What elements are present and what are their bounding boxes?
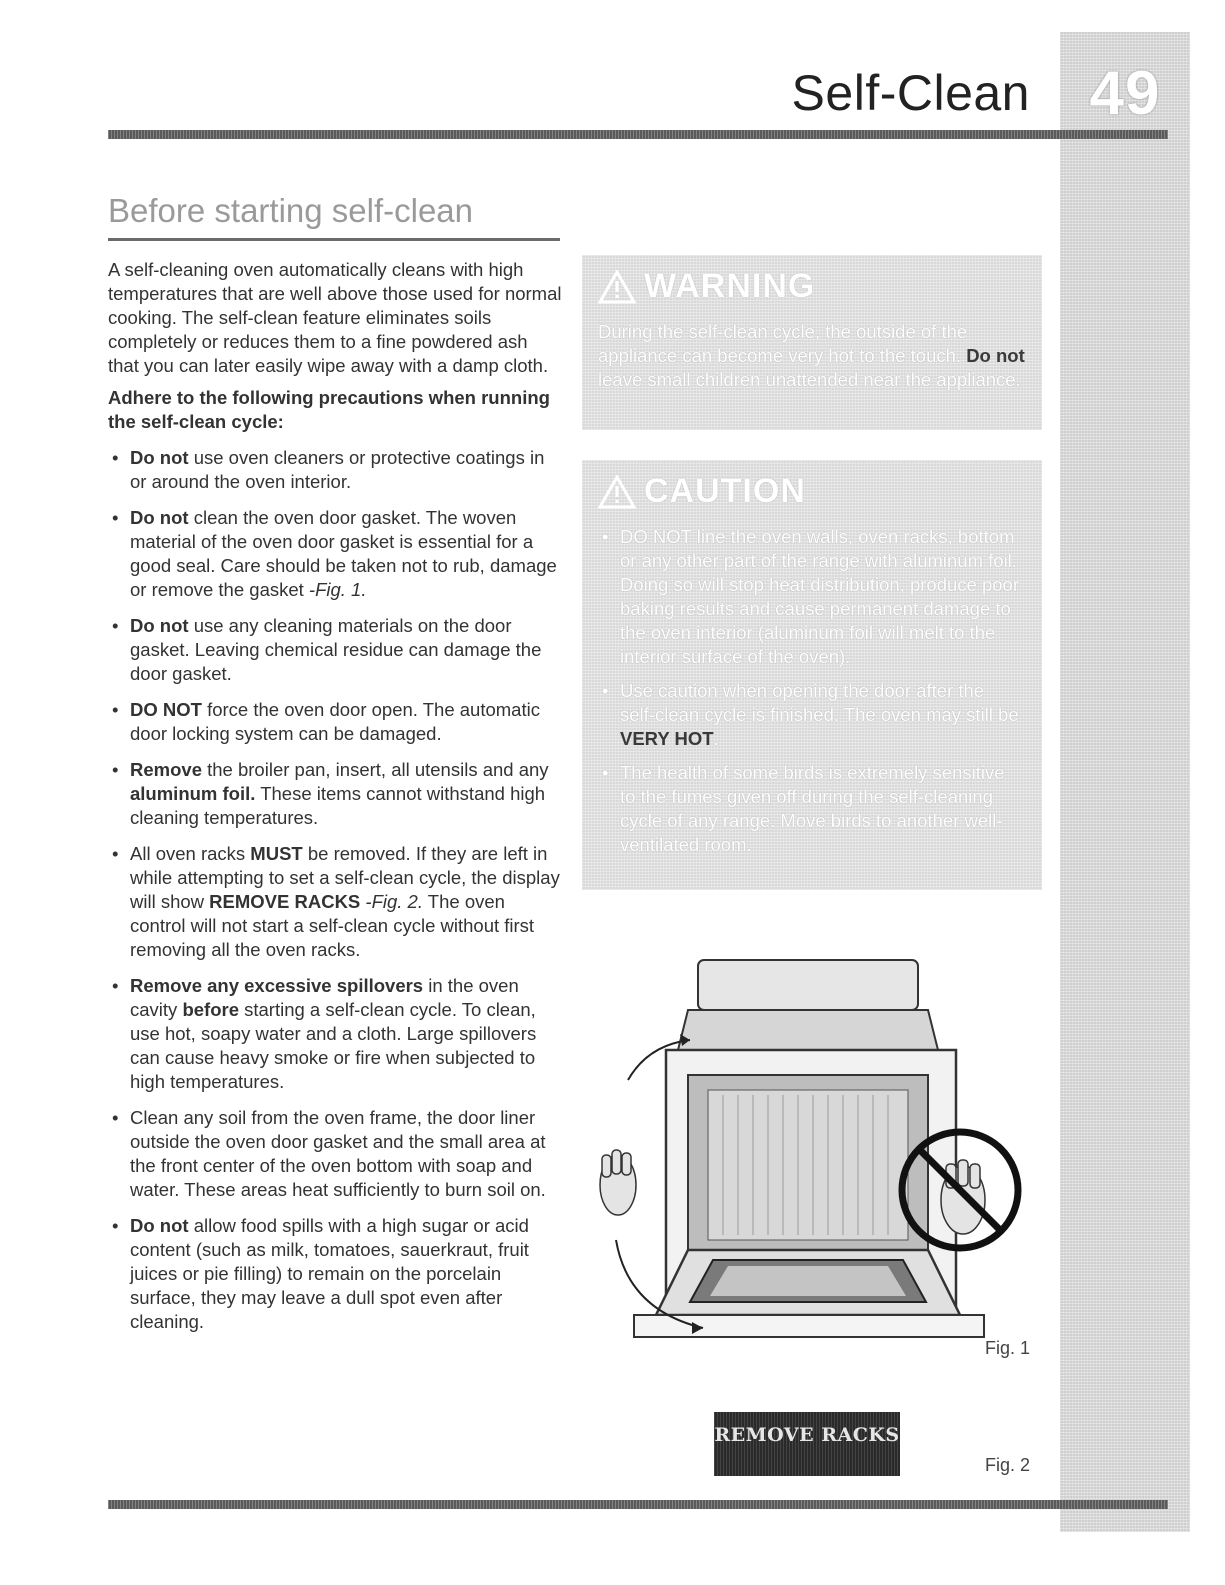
warning-box: [582, 255, 1042, 430]
caution-title: CAUTION: [582, 460, 1042, 511]
list-item: • Clean any soil from the oven frame, the door liner outside the oven door gasket and the small area at the front center of the oven bottom with soap and water. These areas heat sufficiently to burn soil on.: [108, 1106, 563, 1202]
list-item: • Use caution when opening the door after the self-clean cycle is finished. The oven may still be VERY HOT.: [598, 679, 1022, 751]
intro-paragraph: A self-cleaning oven automatically cleans with high temperatures that are well above those used for normal cooking. The self-clean feature eliminates soils completely or reduces them to a fine powdered ash that you can later easily wipe away with a damp cloth.: [108, 259, 562, 376]
list-item: • DO NOT line the oven walls, oven racks, bottom or any other part of the range with aluminum foil. Doing so will stop heat distribution, produce poor baking results and cause permanent damage to the oven interior (aluminum foil will melt to the interior surface of the oven).: [598, 525, 1022, 669]
precautions-column: [108, 258, 563, 1346]
section-tab: [1060, 32, 1190, 1532]
caution-list: [582, 511, 1042, 857]
fig1-label: Fig. 1: [985, 1338, 1031, 1358]
precautions-heading: Adhere to the following precautions when running the self-clean cycle:: [108, 387, 550, 432]
list-item: • DO NOT force the oven door open. The automatic door locking system can be damaged.: [108, 698, 563, 746]
warning-triangle-icon: [598, 270, 636, 304]
list-item: • Do not allow food spills with a high sugar or acid content (such as milk, tomatoes, sauerkraut, fruit juices or pie filling) to remain on the porcelain surface, they may leave a dull spot even after cleaning.: [108, 1214, 563, 1334]
top-rule: [108, 130, 1168, 139]
oven-door-illustration: [588, 950, 1028, 1355]
list-item: • All oven racks MUST be removed. If they are left in while attempting to set a self-clean cycle, the display will show REMOVE RACKS -Fig. 2. The oven control will not start a self-clean cycle without first removing all the oven racks.: [108, 842, 563, 962]
precautions-list: [108, 446, 563, 1334]
caution-box: [582, 460, 1042, 890]
list-item: • Remove any excessive spillovers in the oven cavity before starting a self-clean cycle. To clean, use hot, soapy water and a cloth. Large spillovers can cause heavy smoke or fire when subjected to high temperatures.: [108, 974, 563, 1094]
fig2-label: Fig. 2: [985, 1455, 1031, 1475]
warning-text: During the self-clean cycle, the outside of the appliance can become very hot to the touch. Do not leave small children unattended near the appliance.: [598, 321, 1025, 390]
list-item: • Do not clean the oven door gasket. The woven material of the oven door gasket is essential for a good seal. Care should be taken not to rub, damage or remove the gasket -Fig. 1.: [108, 506, 563, 602]
caution-triangle-icon: [598, 475, 636, 509]
list-item: • The health of some birds is extremely sensitive to the fumes given off during the self-cleaning cycle of any range. Move birds to another well-ventilated room.: [598, 761, 1022, 857]
sub-heading: Before starting self-clean: [108, 192, 560, 241]
section-title: Self-Clean: [791, 65, 1030, 121]
page-number: 49: [1089, 59, 1161, 128]
list-item: • Remove the broiler pan, insert, all utensils and any aluminum foil. These items cannot withstand high cleaning temperatures.: [108, 758, 563, 830]
bottom-rule: [108, 1500, 1168, 1509]
remove-racks-display: REMOVE RACKS: [714, 1412, 900, 1476]
list-item: • Do not use oven cleaners or protective coatings in or around the oven interior.: [108, 446, 563, 494]
warning-title: WARNING: [582, 255, 1042, 306]
list-item: • Do not use any cleaning materials on the door gasket. Leaving chemical residue can damage the door gasket.: [108, 614, 563, 686]
